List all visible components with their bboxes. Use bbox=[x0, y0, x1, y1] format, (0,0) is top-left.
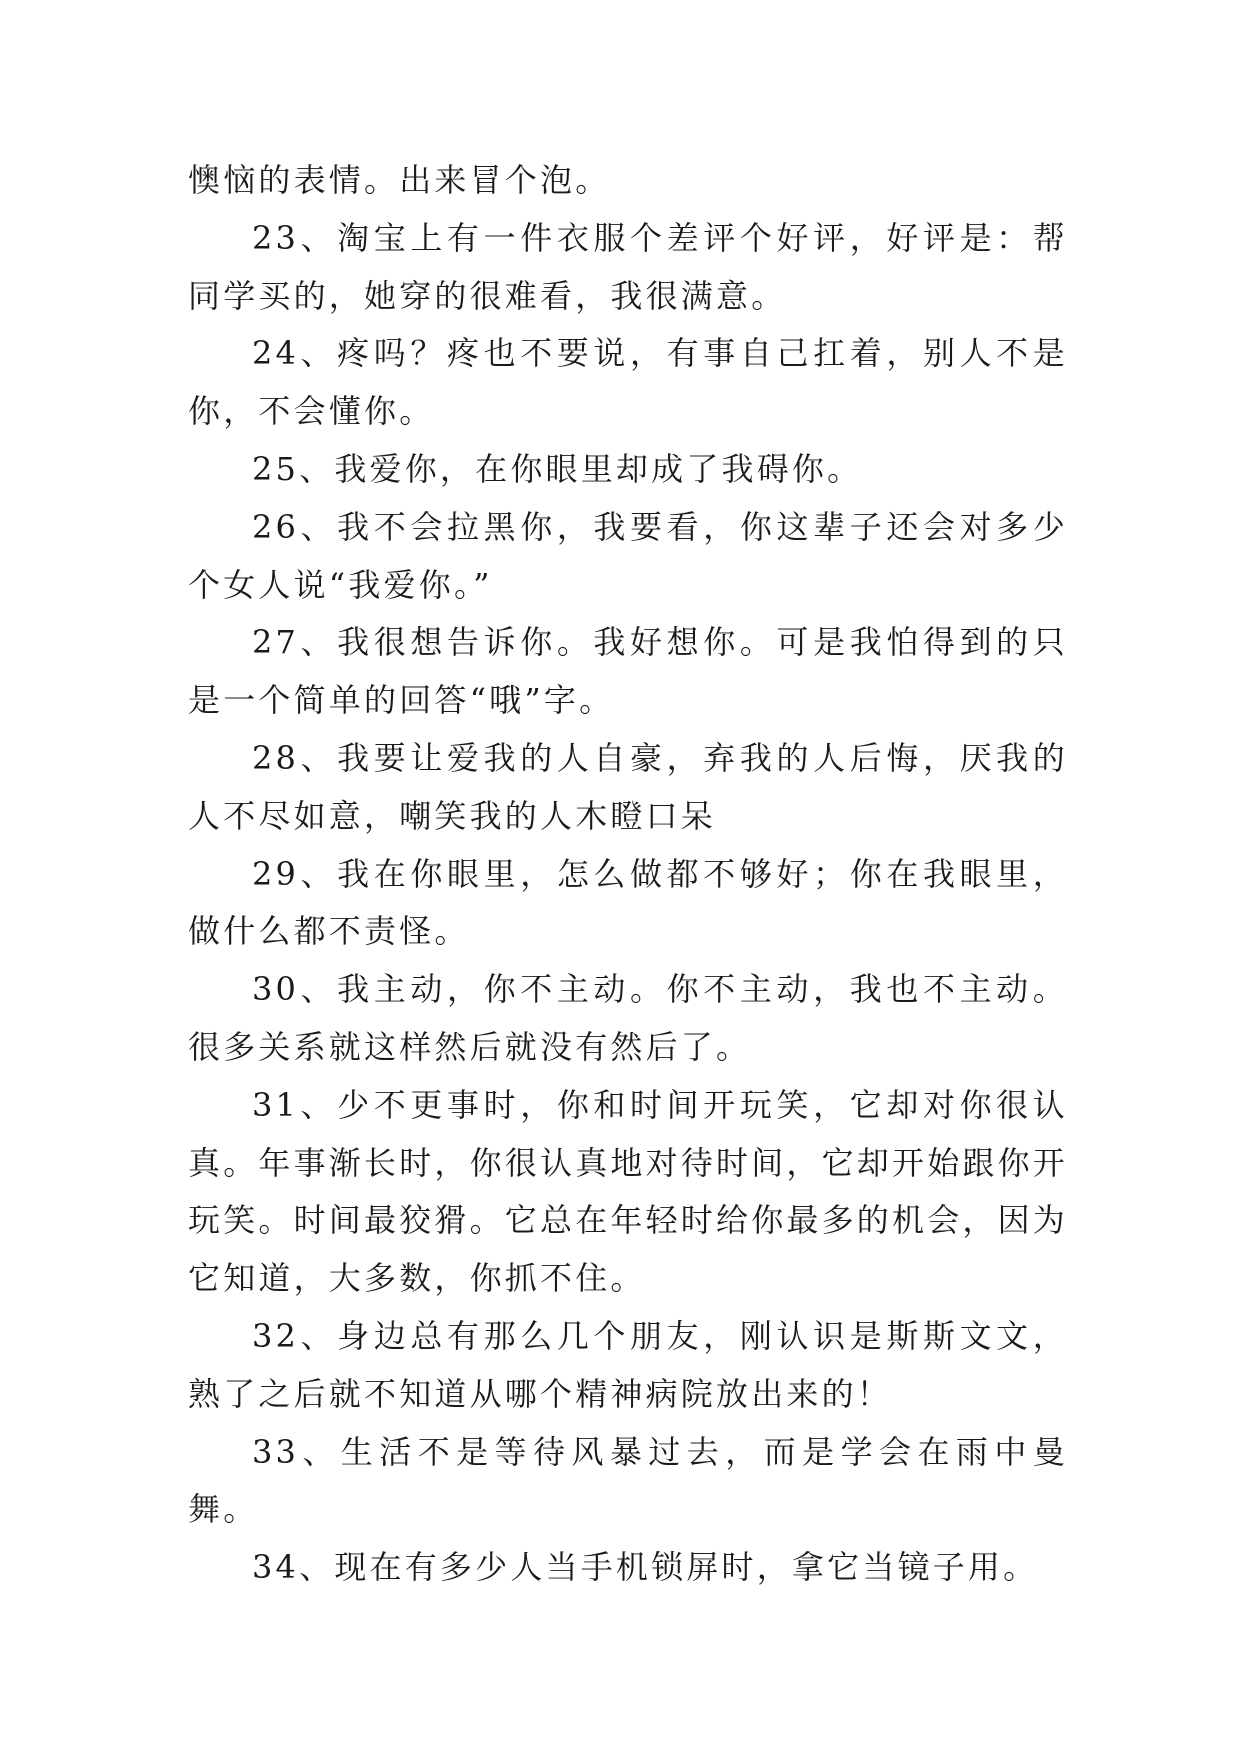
paragraph-item-24: 24、疼吗？疼也不要说，有事自己扛着，别人不是你，不会懂你。 bbox=[188, 334, 1068, 431]
paragraph-item-26: 26、我不会拉黑你，我要看，你这辈子还会对多少个女人说“我爱你。” bbox=[188, 507, 1068, 604]
paragraph-item-28: 28、我要让爱我的人自豪，弃我的人后悔，厌我的人不尽如意，嘲笑我的人木瞪口呆 bbox=[188, 738, 1068, 835]
paragraph-item-34: 34、现在有多少人当手机锁屏时，拿它当镜子用。 bbox=[252, 1548, 1039, 1587]
paragraph-item-33: 33、生活不是等待风暴过去，而是学会在雨中曼舞。 bbox=[188, 1432, 1068, 1529]
paragraph-item-27: 27、我很想告诉你。我好想你。可是我怕得到的只是一个简单的回答“哦”字。 bbox=[188, 623, 1068, 720]
paragraph-item-30: 30、我主动，你不主动。你不主动，我也不主动。很多关系就这样然后就没有然后了。 bbox=[188, 970, 1068, 1066]
document-body bbox=[188, 152, 1068, 1597]
paragraph-continuation: 懊恼的表情。出来冒个泡。 bbox=[188, 161, 611, 199]
paragraph-item-31: 31、少不更事时，你和时间开玩笑，它却对你很认真。年事渐长时，你很认真地对待时间，它却开始跟你开玩笑。时间最狡猾。它总在年轻时给你最多的机会，因为它知道，大多数，你抓不住。 bbox=[188, 1085, 1069, 1298]
paragraph-item-32: 32、身边总有那么几个朋友，刚认识是斯斯文文，熟了之后就不知道从哪个精神病院放出来的！ bbox=[188, 1316, 1068, 1413]
paragraph-item-29: 29、我在你眼里，怎么做都不够好；你在我眼里，做什么都不责怪。 bbox=[188, 854, 1068, 951]
paragraph-item-25: 25、我爱你，在你眼里却成了我碍你。 bbox=[252, 449, 863, 488]
paragraph-item-23: 23、淘宝上有一件衣服个差评个好评，好评是：帮同学买的，她穿的很难看，我很满意。 bbox=[188, 218, 1068, 315]
